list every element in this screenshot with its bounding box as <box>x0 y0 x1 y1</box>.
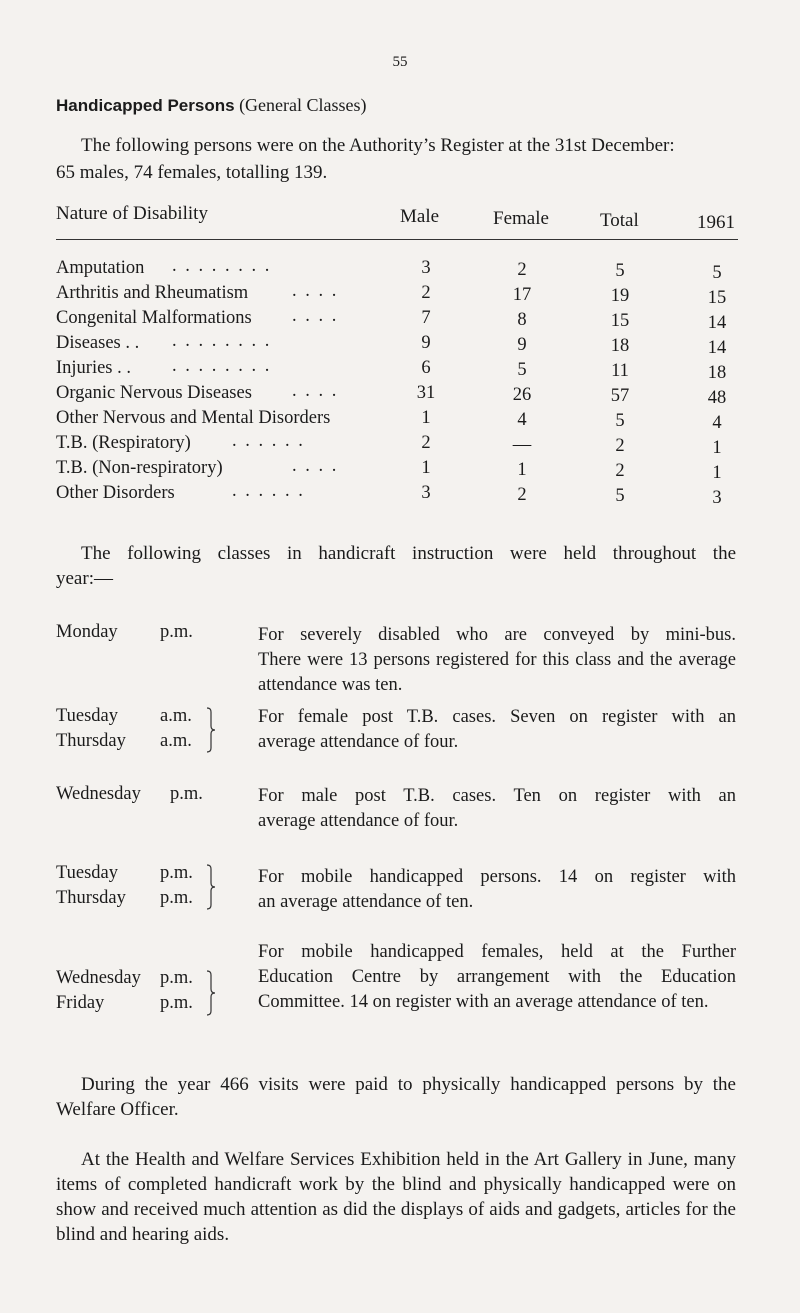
row-disability: Other Nervous and Mental Disorders <box>56 408 331 428</box>
class-day: Wednesday <box>56 784 141 804</box>
row-total: 19 <box>610 286 630 306</box>
class-day: Monday <box>56 622 118 642</box>
class-description-rest: an average attendance of ten. <box>258 892 474 912</box>
row-male: 3 <box>421 483 431 503</box>
header-male: Male <box>400 206 440 227</box>
row-female: 17 <box>512 285 532 305</box>
class-time: p.m. <box>160 888 193 908</box>
row-total: 5 <box>615 411 625 431</box>
table-row <box>0 283 800 307</box>
header-rule <box>56 239 738 240</box>
row-male: 3 <box>421 258 431 278</box>
row-male: 1 <box>421 408 431 428</box>
row-leaders: . . . . <box>292 306 339 326</box>
row-leaders: . . . . . . . . <box>172 356 272 376</box>
class-description <box>258 623 736 698</box>
table-row <box>0 258 800 282</box>
table-row <box>0 483 800 507</box>
class-description-rest: There were 13 persons registered for this class and the average attendance was ten. <box>258 650 736 695</box>
classes-intro-paragraph <box>56 541 736 591</box>
visits-paragraph <box>56 1072 736 1122</box>
row-female: 9 <box>517 335 527 355</box>
brace-icon <box>206 969 216 1017</box>
row-1961: 15 <box>707 288 727 308</box>
class-time: p.m. <box>160 968 193 988</box>
row-disability: Amputation <box>56 258 145 278</box>
row-1961: 3 <box>712 488 722 508</box>
brace-icon <box>206 706 216 754</box>
class-schedule-entry <box>0 782 800 838</box>
row-total: 15 <box>610 311 630 331</box>
row-disability: T.B. (Respiratory) <box>56 433 191 453</box>
classes-intro-line-2: year:— <box>56 568 113 589</box>
row-leaders: . . . . <box>292 456 339 476</box>
class-day: Tuesday <box>56 706 119 726</box>
class-schedule-entry <box>0 704 800 760</box>
table-row <box>0 333 800 357</box>
row-female: 4 <box>517 410 527 430</box>
table-row <box>0 433 800 457</box>
row-male: 2 <box>421 283 431 303</box>
table-row <box>0 458 800 482</box>
page-number: 55 <box>392 54 408 70</box>
class-time: a.m. <box>160 706 192 726</box>
row-leaders: . . . . . . . . <box>172 256 272 276</box>
row-1961: 14 <box>707 313 727 333</box>
row-male: 9 <box>421 333 431 353</box>
disability-table <box>0 0 800 540</box>
table-row <box>0 408 800 432</box>
row-leaders: . . . . . . <box>232 431 305 451</box>
header-female: Female <box>493 208 549 229</box>
header-nature-of-disability: Nature of Disability <box>56 203 208 224</box>
class-time: p.m. <box>170 784 203 804</box>
class-description-rest: average attendance of four. <box>258 732 459 752</box>
class-description <box>258 940 736 1015</box>
row-male: 7 <box>421 308 431 328</box>
class-schedule-entry <box>0 861 800 917</box>
exhibition-paragraph <box>56 1147 736 1247</box>
table-row <box>0 383 800 407</box>
class-schedule-entry <box>0 620 800 700</box>
row-female: 8 <box>517 310 527 330</box>
class-day: Tuesday <box>56 863 119 883</box>
class-description-rest: average attendance of four. <box>258 811 459 831</box>
row-1961: 1 <box>712 463 722 483</box>
classes-intro-line-1: The following classes in handicraft instruction were held throughout the <box>81 543 736 564</box>
table-row <box>0 308 800 332</box>
row-female: 26 <box>512 385 532 405</box>
class-day: Thursday <box>56 731 126 751</box>
row-total: 5 <box>615 486 625 506</box>
class-description-line-1: For mobile handicapped persons. 14 on register with <box>258 867 736 887</box>
row-1961: 1 <box>712 438 722 458</box>
row-female: 2 <box>517 485 527 505</box>
class-schedule-entry <box>0 940 800 1044</box>
class-time: p.m. <box>160 622 193 642</box>
row-female: 2 <box>517 260 527 280</box>
header-1961: 1961 <box>697 212 735 233</box>
row-male: 2 <box>421 433 431 453</box>
visits-paragraph-text: During the year 466 visits were paid to physically handicapped persons by the Welfare Officer. <box>56 1074 736 1120</box>
row-disability: Injuries . . <box>56 358 132 378</box>
exhibition-paragraph-text: At the Health and Welfare Services Exhibition held in the Art Gallery in June, many items of completed handicraft work by the blind and physically handicapped were on show and received much attention as did the displays of aids and gadgets, articles for the blind and hearing aids. <box>56 1149 736 1245</box>
row-total: 2 <box>615 436 625 456</box>
row-female: 5 <box>517 360 527 380</box>
class-description-line-1: For female post T.B. cases. Seven on register with an <box>258 707 736 727</box>
row-disability: Congenital Malformations <box>56 308 252 328</box>
row-disability: Organic Nervous Diseases <box>56 383 252 403</box>
intro-line-2: 65 males, 74 females, totalling 139. <box>56 162 328 183</box>
row-male: 31 <box>416 383 436 403</box>
row-1961: 4 <box>712 413 722 433</box>
class-description-line-1: For mobile handicapped females, held at the Further <box>258 942 736 962</box>
row-male: 1 <box>421 458 431 478</box>
row-total: 5 <box>615 261 625 281</box>
row-leaders: . . . . . . . . <box>172 331 272 351</box>
row-total: 18 <box>610 336 630 356</box>
row-1961: 48 <box>707 388 727 408</box>
row-total: 11 <box>611 361 629 381</box>
section-title-bold: Handicapped Persons <box>56 96 235 115</box>
row-1961: 5 <box>712 263 722 283</box>
class-description-line-1: For male post T.B. cases. Ten on register with an <box>258 786 736 806</box>
row-disability: Diseases . . <box>56 333 140 353</box>
row-disability: T.B. (Non-respiratory) <box>56 458 223 478</box>
class-description <box>258 784 736 834</box>
row-disability: Other Disorders <box>56 483 175 503</box>
intro-line-1: The following persons were on the Authority’s Register at the 31st December: <box>81 135 675 156</box>
class-time: p.m. <box>160 993 193 1013</box>
section-title-rest: (General Classes) <box>234 95 367 115</box>
row-total: 2 <box>615 461 625 481</box>
row-disability: Arthritis and Rheumatism <box>56 283 249 303</box>
row-leaders: . . . . . . <box>232 481 305 501</box>
class-description-rest: Education Centre by arrangement with the Education Committee. 14 on register with an average attendance of ten. <box>258 967 736 1012</box>
class-description <box>258 705 736 755</box>
row-leaders: . . . . <box>292 381 339 401</box>
class-description-line-1: For severely disabled who are conveyed by mini-bus. <box>258 625 736 645</box>
class-day: Wednesday <box>56 968 141 988</box>
header-total: Total <box>600 210 639 231</box>
class-time: a.m. <box>160 731 192 751</box>
row-1961: 18 <box>707 363 727 383</box>
brace-icon <box>206 863 216 911</box>
row-leaders: . . . . <box>292 281 339 301</box>
class-day: Friday <box>56 993 105 1013</box>
table-row <box>0 358 800 382</box>
row-female: 1 <box>517 460 527 480</box>
row-1961: 14 <box>707 338 727 358</box>
class-description <box>258 865 736 915</box>
row-female: — <box>512 435 532 455</box>
row-male: 6 <box>421 358 431 378</box>
class-day: Thursday <box>56 888 126 908</box>
row-total: 57 <box>610 386 630 406</box>
class-time: p.m. <box>160 863 193 883</box>
